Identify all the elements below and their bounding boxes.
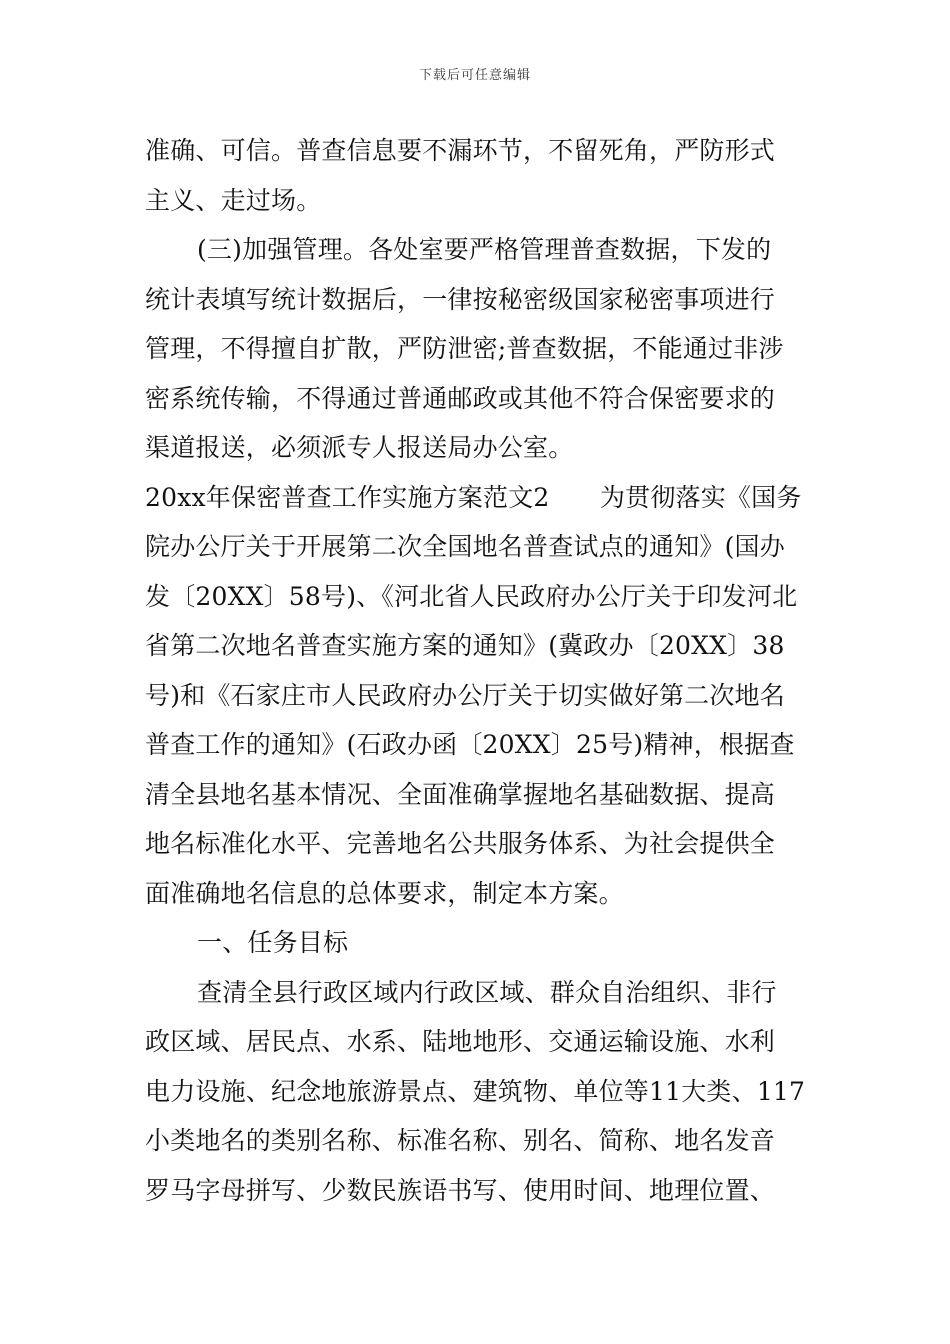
text-line: 地名标准化水平、完善地名公共服务体系、为社会提供全 xyxy=(145,829,776,858)
text-line: 政区域、居民点、水系、陆地地形、交通运输设施、水利 xyxy=(145,1027,776,1056)
text-line: 院办公厅关于开展第二次全国地名普查试点的通知》(国办 xyxy=(145,532,785,561)
text-line: 号)和《石家庄市人民政府办公厅关于切实做好第二次地名 xyxy=(145,680,785,710)
text-line: 清全县地名基本情况、全面准确掌握地名基础数据、提高 xyxy=(145,779,776,809)
text-line: 准确、可信。普查信息要不漏环节，不留死角，严防形式 xyxy=(145,136,776,165)
text-line: 普查工作的通知》(石政办函〔20XX〕25号)精神，根据查 xyxy=(145,730,795,759)
text-line: 密系统传输，不得通过普通邮政或其他不符合保密要求的 xyxy=(145,383,776,413)
text-line: 省第二次地名普查实施方案的通知》(冀政办〔20XX〕38 xyxy=(145,631,785,660)
text-line: 主义、走过场。 xyxy=(145,185,322,215)
text-line: 查清全县行政区域内行政区域、群众自治组织、非行 xyxy=(197,977,777,1007)
text-line: (三)加强管理。各处室要严格管理普查数据，下发的 xyxy=(197,235,772,264)
text-line: 面准确地名信息的总体要求，制定本方案。 xyxy=(145,878,624,908)
document-body xyxy=(145,126,807,1215)
text-line: 小类地名的类别名称、标准名称、别名、简称、地名发音 xyxy=(145,1126,776,1155)
text-line: 渠道报送，必须派专人报送局办公室。 xyxy=(145,433,574,462)
text-line: 罗马字母拼写、少数民族语书写、使用时间、地理位置、 xyxy=(145,1175,776,1205)
text-line: 电力设施、纪念地旅游景点、建筑物、单位等11大类、117 xyxy=(145,1076,806,1106)
text-line: 统计表填写统计数据后，一律按秘密级国家秘密事项进行 xyxy=(145,284,776,314)
text-line: 20xx年保密普查工作实施方案范文2 为贯彻落实《国务 xyxy=(145,482,802,512)
text-line: 发〔20XX〕58号)、《河北省人民政府办公厅关于印发河北 xyxy=(145,581,798,611)
text-line: 管理，不得擅自扩散，严防泄密;普查数据，不能通过非涉 xyxy=(145,334,784,363)
page-header: 下载后可任意编辑 xyxy=(418,68,531,83)
text-line: 一、任务目标 xyxy=(197,928,349,957)
